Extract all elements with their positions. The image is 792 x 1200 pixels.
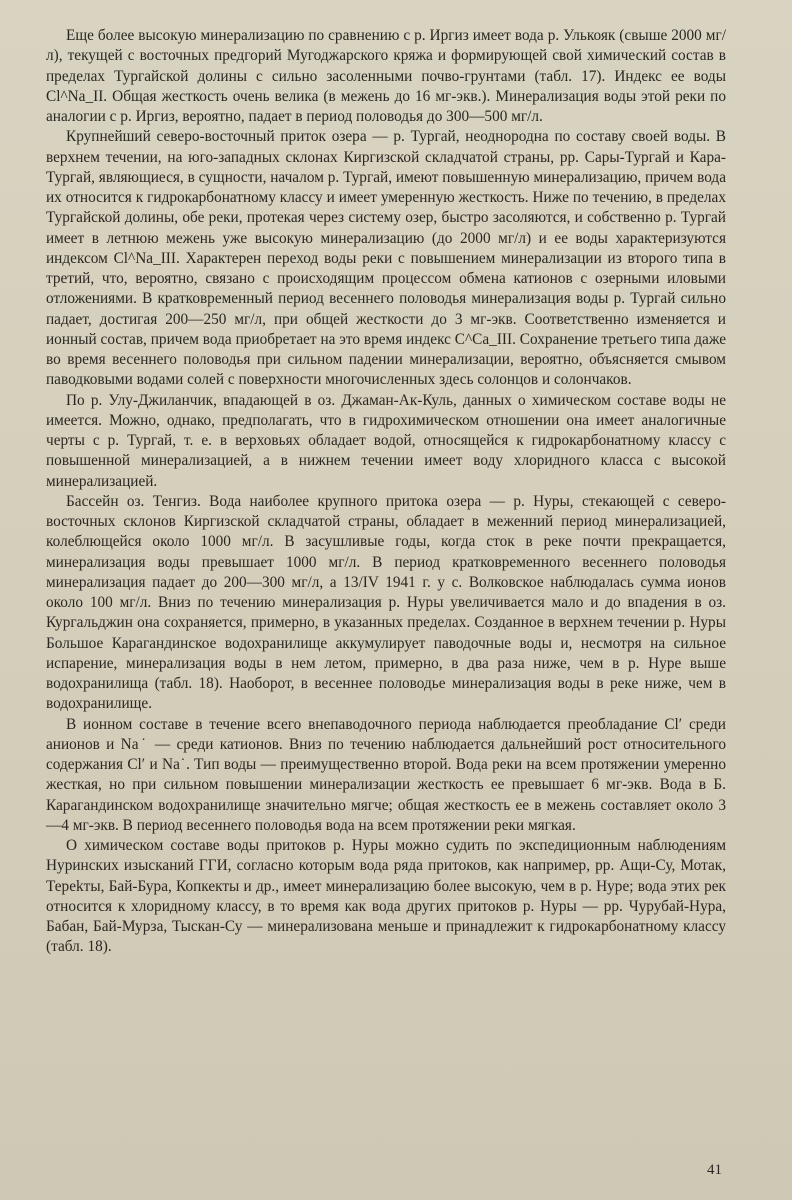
paragraph-5: В ионном составе в течение всего внепаводочного периода наблюдается преобладание Cl′ среди анионов и Na˙ — среди катионов. Вниз по течению наблюдается дальнейший рост относительного содержания Cl′ и Na˙. Тип воды — преимущественно второй. Вода реки на всем протяжении умеренно жесткая, но при сильном повышении минерализации жесткость ее превышает 6 мг-экв. Вода в Б. Карагандинском водохранилище значительно мягче; общая жесткость ее в межень составляет около 3—4 мг-экв. В период весеннего половодья вода на всем протяжении реки мягкая. [46,715,726,834]
paragraph-6: О химическом составе воды притоков р. Нуры можно судить по экспедиционным наблюдениям Нуринских изысканий ГГИ, согласно которым вода ряда притоков, как например, рр. Ащи-Су, Мотак, Тереkты, Бай-Бура, Копкекты и др., имеет минерализацию более высокую, чем в р. Нуре; вода этих рек относится к хлоридному классу, в то время как вода других притоков р. Нуры — рр. Чурубай-Нура, Бабан, Бай-Мурза, Тыскан-Су — минерализована меньше и принадлежит к гидрокарбонатному классу (табл. 18). [46,837,726,956]
paragraph-3: По р. Улу-Джиланчик, впадающей в оз. Джаман-Ак-Куль, данных о химическом составе воды не имеется. Можно, однако, предполагать, что в гидрохимическом отношении она имеет аналогичные черты с р. Тургай, т. е. в верховьях обладает водой, относящейся к гидрокарбонатному классу с повышенной минерализацией, а в нижнем течении имеет воду хлоридного класса с высокой минерализацией. [46,391,726,490]
page-number: 41 [707,1162,722,1178]
paragraph-1: Еще более высокую минерализацию по сравнению с р. Иргиз имеет вода р. Улькояк (свыше 2000 мг/л), текущей с восточных предгорий Мугоджарского кряжа и формирующей свой химический состав в пределах Тургайской долины с сильно засоленными почво-грунтами (табл. 17). Индекс ее воды Cl^Na_II. Общая жесткость очень велика (в межень до 16 мг-экв.). Минерализация воды этой реки по аналогии с р. Иргиз, вероятно, падает в период половодья до 300—500 мг/л. [46,27,726,125]
paragraph-4: Бассейн оз. Тенгиз. Вода наиболее крупного притока озера — р. Нуры, стекающей с северо-восточных склонов Киргизской складчатой страны, обладает в меженний период минерализацией, колеблющейся около 1000 мг/л. В засушливые годы, когда сток в реке почти прекращается, минерализация воды превышает 1000 мг/л. В период кратковременного весеннего половодья минерализация падает до 200—300 мг/л, а 13/IV 1941 г. у с. Волковское наблюдалась сумма ионов около 100 мг/л. Вниз по течению минерализация р. Нуры увеличивается мало и до впадения в оз. Кургальджин она сохраняется, примерно, в указанных пределах. Созданное в верхнем течении р. Нуры Большое Карагандинское водохранилище аккумулирует паводочные воды и, несмотря на сильное испарение, минерализация воды в нем летом, примерно, в два раза ниже, чем в р. Нуре выше водохранилища (табл. 18). Наоборот, в весеннее половодье минерализация воды в реке ниже, чем в водохранилище. [46,492,726,713]
paragraph-2: Крупнейший северо-восточный приток озера — р. Тургай, неоднородна по составу своей воды. В верхнем течении, на юго-западных склонах Киргизской складчатой страны, рр. Сары-Тургай и Кара-Тургай, являющиеся, в сущности, началом р. Тургай, имеют повышенную минерализацию, причем вода их относится к гидрокарбонатному классу и имеет умеренную жесткость. Ниже по течению, в пределах Тургайской долины, обе реки, протекая через систему озер, быстро засоляются, и собственно р. Тургай имеет в летнюю межень уже высокую минерализацию (до 2000 мг/л) и ее воды характеризуются индексом Cl^Na_III. Характерен переход воды реки с повышением минерализации из второго типа в третий, что, вероятно, связано с происходящим процессом обмена катионов с озерными иловыми отложениями. В кратковременный период весеннего половодья минерализация воды р. Тургай сильно падает, достигая 200—250 мг/л, при общей жесткости до 3 мг-экв. Соответственно изменяется и ионный состав, причем вода приобретает на это время индекс C^Ca_III. Сохранение третьего типа даже во время весеннего половодья при сильном падении минерализации, вероятно, объясняется смывом паводковыми водами солей с поверхности многочисленных здесь солонцов и солончаков. [46,128,726,389]
